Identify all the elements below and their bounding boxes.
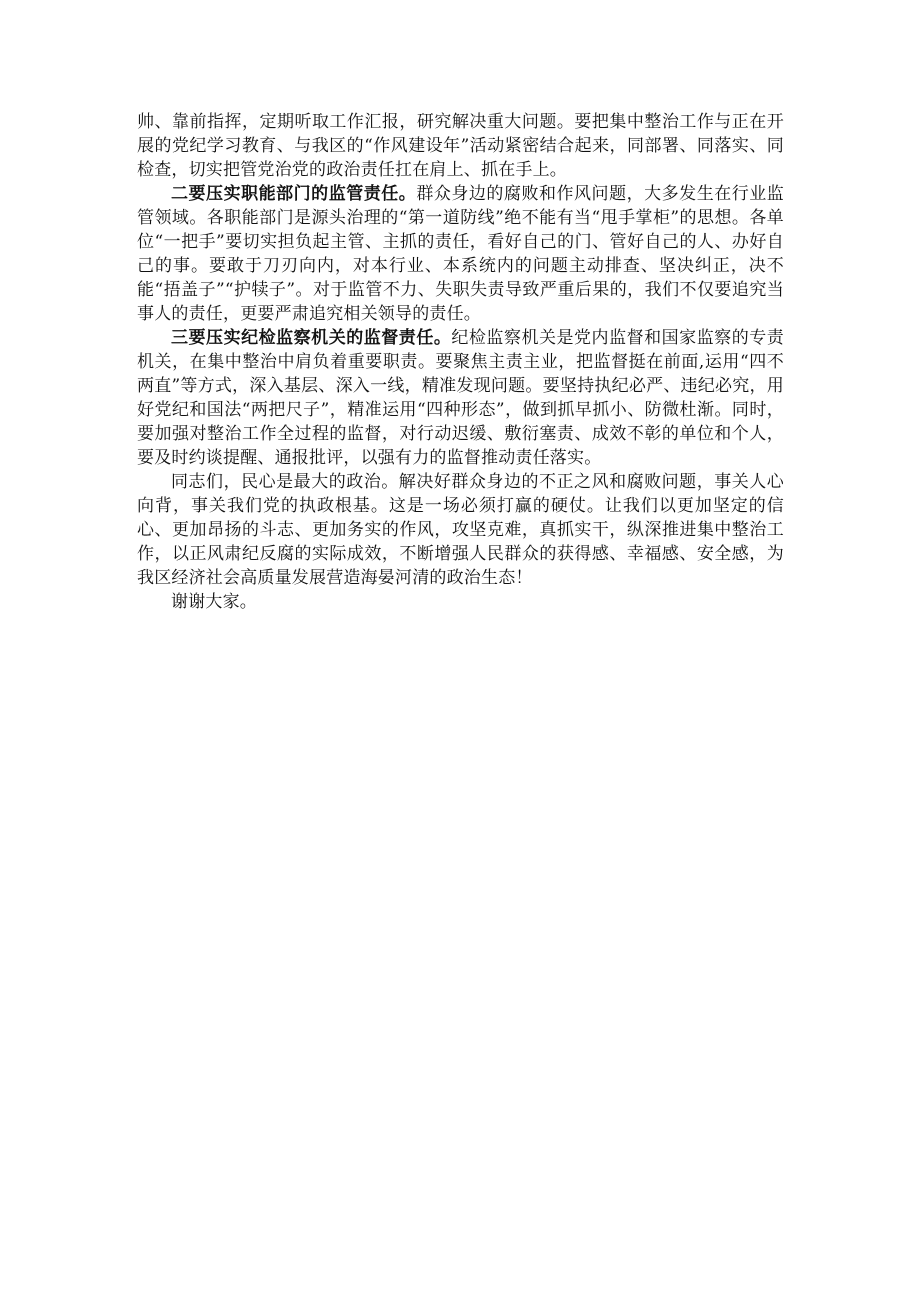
paragraph-supervision-responsibility (137, 326, 784, 470)
paragraph-text: 同志们，民心是最大的政治。解决好群众身边的不正之风和腐败问题，事关人心向背，事关我们党的执政根基。这是一场必须打赢的硬仗。让我们以更加坚定的信心、更加昂扬的斗志、更加务实的作风，攻坚克难，真抓实干，纵深推进集中整治工作，以正风肃纪反腐的实际成效，不断增强人民群众的获得感、幸福感、安全感，为我区经济社会高质量发展营造海晏河清的政治生态！ (137, 472, 784, 588)
paragraph-continuation (137, 110, 784, 182)
paragraph-heading: 二要压实职能部门的监管责任。 (171, 184, 417, 204)
document-body (137, 110, 784, 614)
paragraph-regulatory-responsibility (137, 182, 784, 326)
paragraph-text: 纪检监察机关是党内监督和国家监察的专责机关，在集中整治中肩负着重要职责。要聚焦主责主业，把监督挺在前面,运用“四不两直”等方式，深入基层、深入一线，精准发现问题。要坚持执纪必严、违纪必究，用好党纪和国法“两把尺子”，精准运用“四种形态”，做到抓早抓小、防微杜渐。同时，要加强对整治工作全过程的监督，对行动迟缓、敷衍塞责、成效不彰的单位和个人，要及时约谈提醒、通报批评，以强有力的监督推动责任落实。 (137, 328, 784, 468)
paragraph-text: 帅、靠前指挥，定期听取工作汇报，研究解决重大问题。要把集中整治工作与正在开展的党纪学习教育、与我区的“作风建设年”活动紧密结合起来，同部署、同落实、同检查，切实把管党治党的政治责任扛在肩上、抓在手上。 (137, 112, 784, 180)
paragraph-text: 群众身边的腐败和作风问题，大多发生在行业监管领域。各职能部门是源头治理的“第一道防线”绝不能有当“甩手掌柜”的思想。各单位“一把手”要切实担负起主管、主抓的责任，看好自己的门、管好自己的人、办好自己的事。要敢于刀刃向内，对本行业、本系统内的问题主动排查、坚决纠正，决不能“捂盖子”“护犊子”。对于监管不力、失职失责导致严重后果的，我们不仅要追究当事人的责任，更要严肃追究相关领导的责任。 (137, 184, 784, 324)
paragraph-text: 谢谢大家。 (171, 592, 257, 612)
paragraph-conclusion (137, 470, 784, 590)
paragraph-closing-thanks (137, 590, 784, 614)
paragraph-heading: 三要压实纪检监察机关的监督责任。 (171, 328, 452, 348)
